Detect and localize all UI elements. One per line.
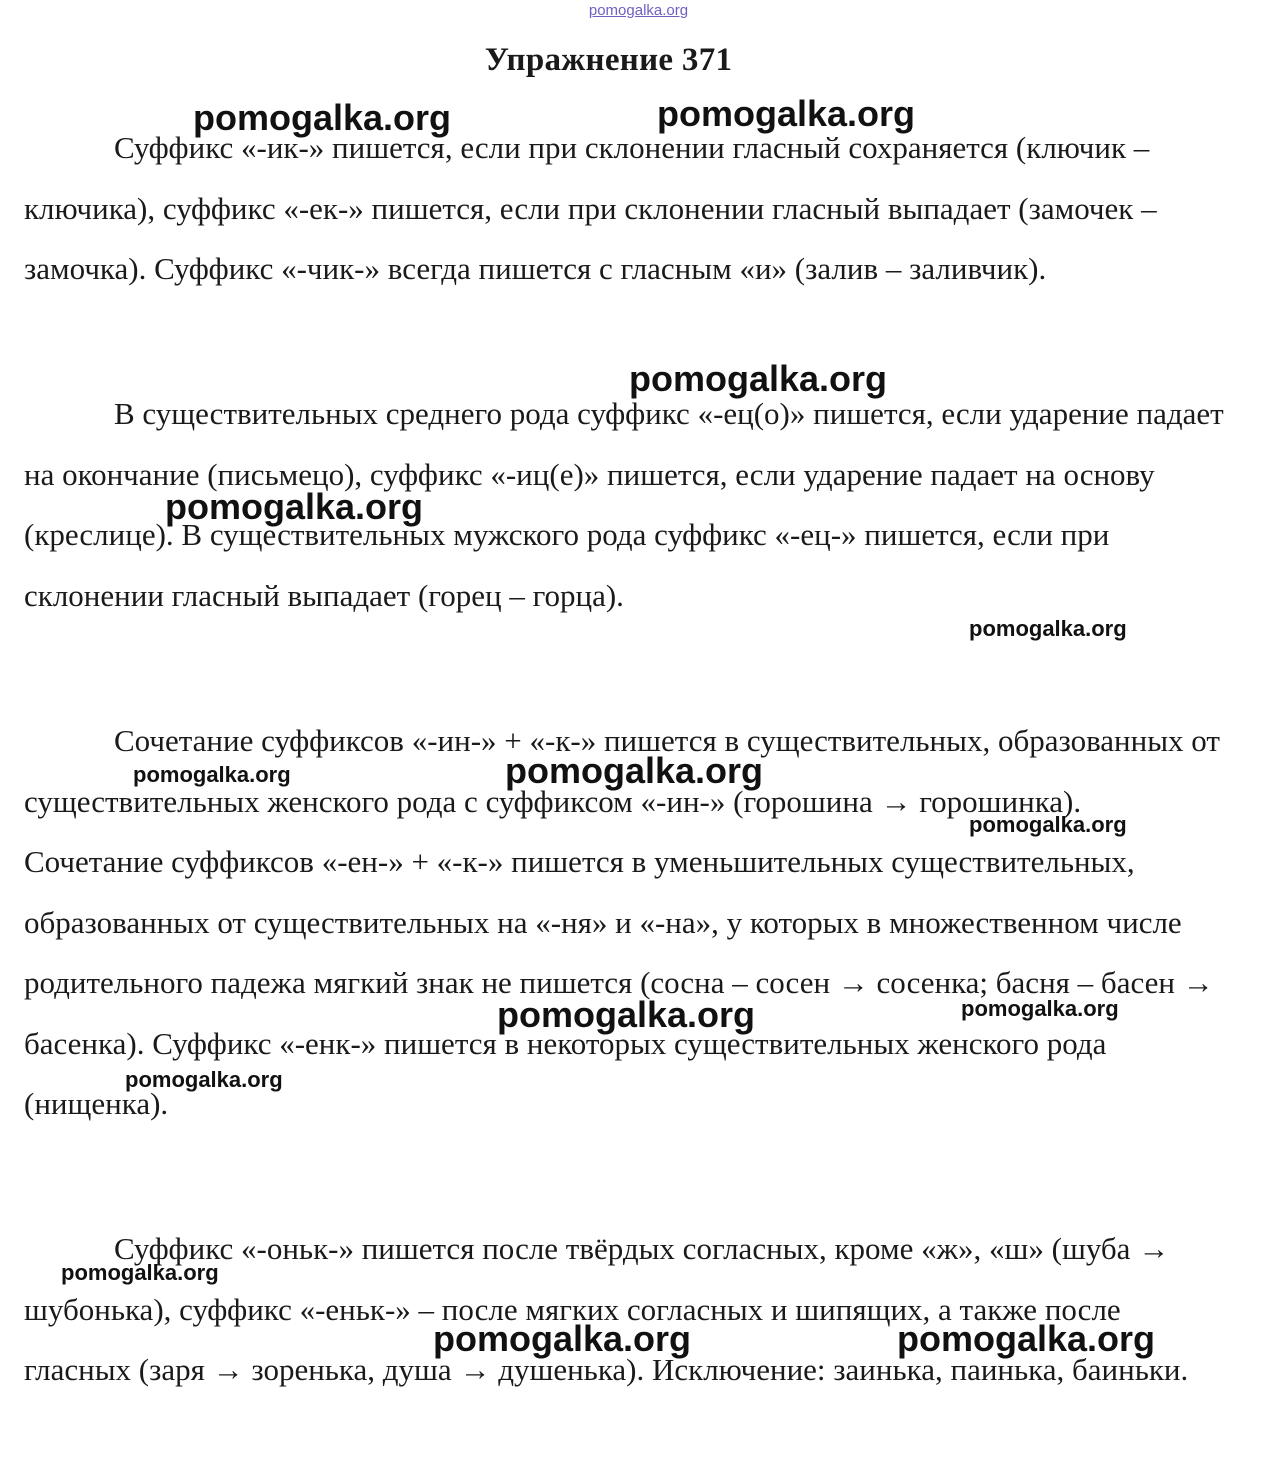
watermark: pomogalka.org xyxy=(193,97,452,138)
watermark: pomogalka.org xyxy=(657,93,916,134)
watermark: pomogalka.org xyxy=(125,1067,283,1092)
watermark: pomogalka.org xyxy=(433,1318,692,1359)
watermark: pomogalka.org xyxy=(133,762,291,787)
paragraph-4-text: Суффикс «-оньк-» пишется после твёрдых согласных, кроме «ж», «ш» (шуба → шубонька), суффикс «-еньк-» – после мягких согласных и шипящих, а также после гласных (заря → зоренька, душа → душенька). Исключение: заинька, паинька, баиньки. xyxy=(24,1231,1189,1387)
watermark: pomogalka.org xyxy=(497,994,756,1035)
site-link[interactable]: pomogalka.org xyxy=(588,2,689,19)
exercise-title: Упражнение 371 xyxy=(484,42,733,78)
watermark: pomogalka.org xyxy=(969,616,1127,641)
paragraph-1 xyxy=(24,118,1224,300)
watermark: pomogalka.org xyxy=(629,358,888,399)
paragraph-3-text: Сочетание суффиксов «-ин-» + «-к-» пишется в существительных, образованных от существительных женского рода с суффиксом «-ин-» (горошина → горошинка). Сочетание суффиксов «-ен-» + «-к-» пишется в уменьшительных существительных, образованных от существительных на «-ня» и «-на», у которых в множественном числе родительного падежа мягкий знак не пишется (сосна – сосен → сосенка; басня – басен → басенка). Суффикс «-енк-» пишется в некоторых существительных женского рода (нищенка). xyxy=(24,723,1220,1121)
watermark: pomogalka.org xyxy=(61,1260,219,1285)
watermark: pomogalka.org xyxy=(897,1318,1156,1359)
paragraph-1-text: Суффикс «-ик-» пишется, если при склонении гласный сохраняется (ключик – ключика), суффикс «-ек-» пишется, если при склонении гласный выпадает (замочек – замочка). Суффикс «-чик-» всегда пишется с гласным «и» (залив – заливчик). xyxy=(24,130,1157,286)
watermark: pomogalka.org xyxy=(505,750,764,791)
paragraph-2-text: В существительных среднего рода суффикс «-ец(о)» пишется, если ударение падает на окончание (письмецо), суффикс «-иц(е)» пишется, если ударение падает на основу (креслице). В существительных мужского рода суффикс «-ец-» пишется, если при склонении гласный выпадает (горец – горца). xyxy=(24,396,1224,613)
watermark: pomogalka.org xyxy=(961,996,1119,1021)
paragraph-4 xyxy=(24,1219,1224,1401)
watermark: pomogalka.org xyxy=(969,812,1127,837)
watermark: pomogalka.org xyxy=(165,486,424,527)
